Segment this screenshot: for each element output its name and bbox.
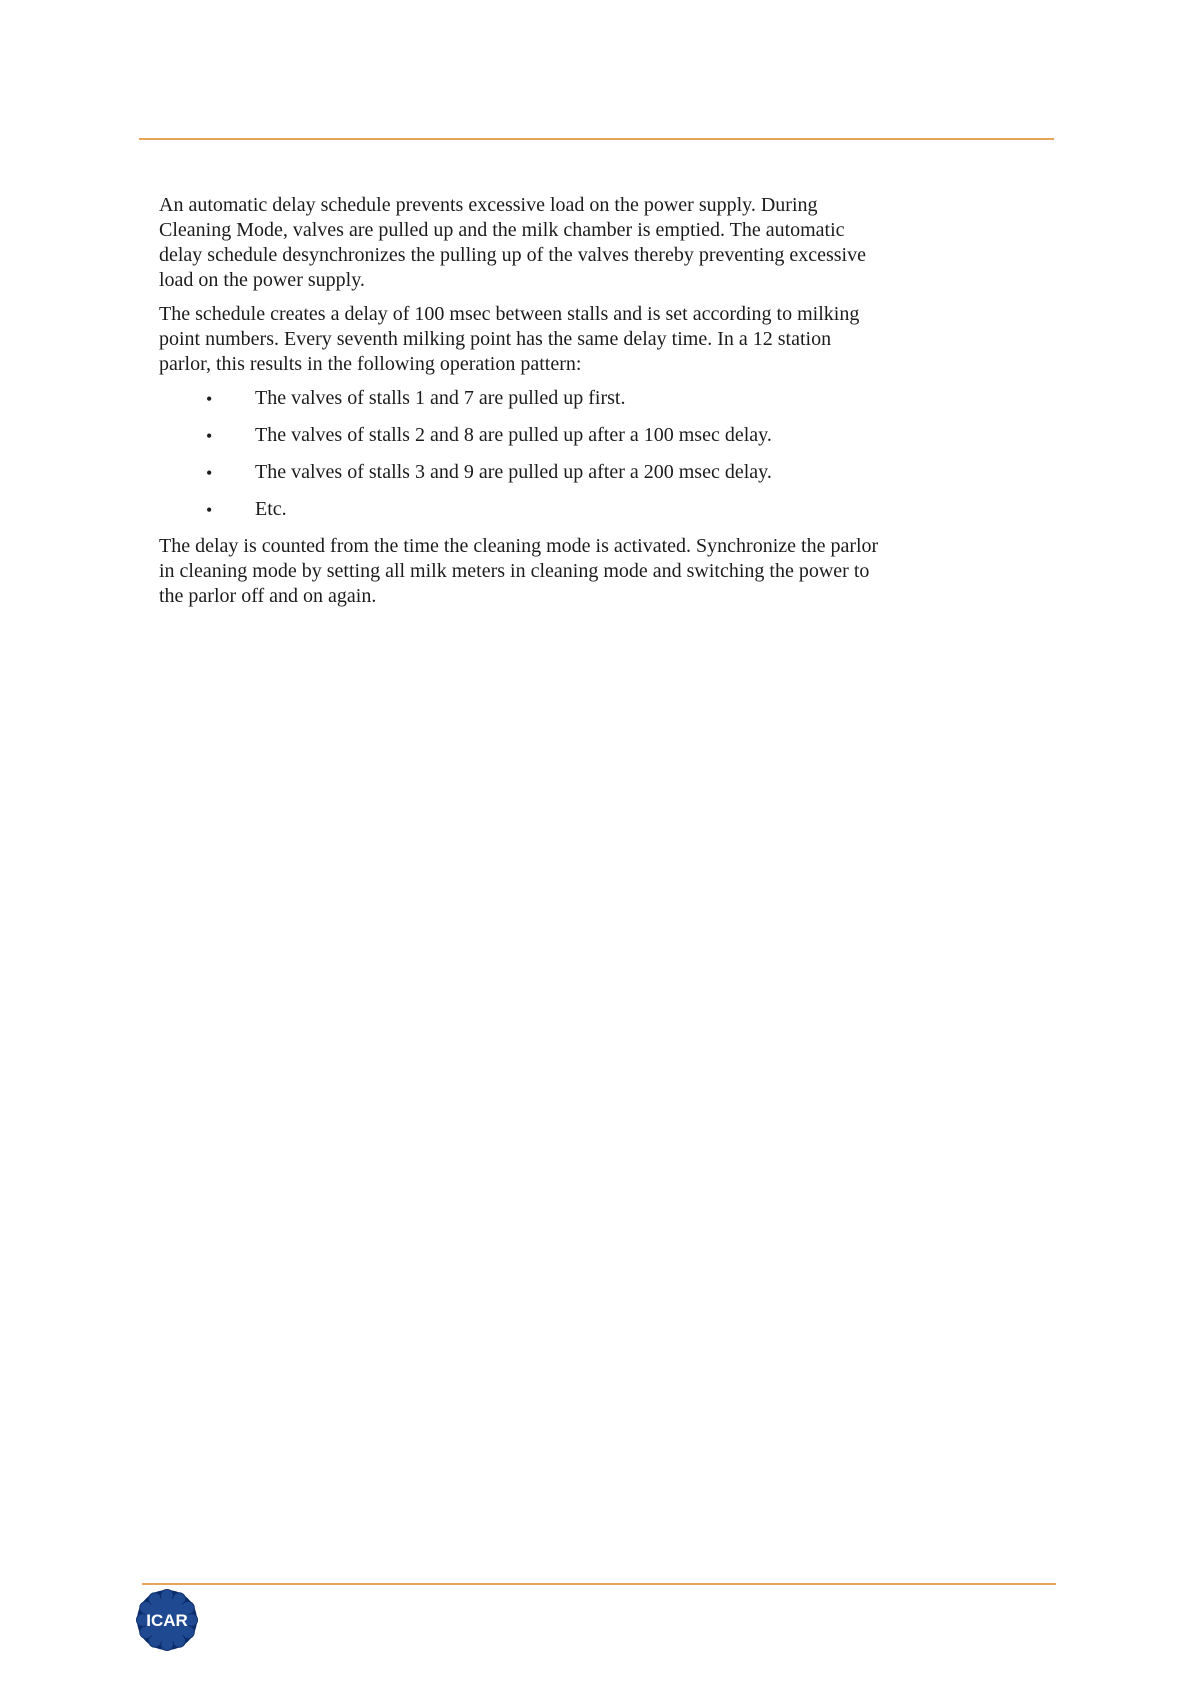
- logo-text: ICAR: [146, 1611, 188, 1630]
- intro-paragraph-2: The schedule creates a delay of 100 msec between stalls and is set according to milking point numbers. Every seventh milking point has the same delay time. In a 12 station parlor, this results in the following operation pattern:: [159, 303, 860, 375]
- intro-paragraph-1: An automatic delay schedule prevents excessive load on the power supply. During Cleaning Mode, valves are pulled up and the milk chamber is emptied. The automatic delay schedule desynchronizes the pulling up of the valves thereby preventing excessive load on the power supply.: [159, 194, 866, 291]
- footer-rule: [142, 1583, 1056, 1585]
- list-item: [159, 460, 879, 485]
- list-item: [159, 386, 879, 411]
- list-item-text: Etc.: [255, 498, 287, 520]
- header-rule: [139, 138, 1054, 140]
- icar-logo-icon: [136, 1589, 198, 1651]
- bullet-icon: •: [206, 389, 213, 409]
- bullet-icon: •: [206, 500, 213, 520]
- body-text: [159, 193, 879, 618]
- list-item: [159, 423, 879, 448]
- list-item-text: The valves of stalls 3 and 9 are pulled up after a 200 msec delay.: [255, 461, 772, 483]
- list-item-text: The valves of stalls 2 and 8 are pulled up after a 100 msec delay.: [255, 424, 772, 446]
- bullet-icon: •: [206, 426, 213, 446]
- operation-pattern-list: [159, 386, 879, 522]
- icar-logo-graphic: [136, 1589, 198, 1651]
- closing-paragraph: The delay is counted from the time the cleaning mode is activated. Synchronize the parlor in cleaning mode by setting all milk meters in cleaning mode and switching the power to the parlor off and on again.: [159, 535, 879, 607]
- list-item: [159, 497, 879, 522]
- bullet-icon: •: [206, 463, 213, 483]
- list-item-text: The valves of stalls 1 and 7 are pulled up first.: [255, 387, 626, 409]
